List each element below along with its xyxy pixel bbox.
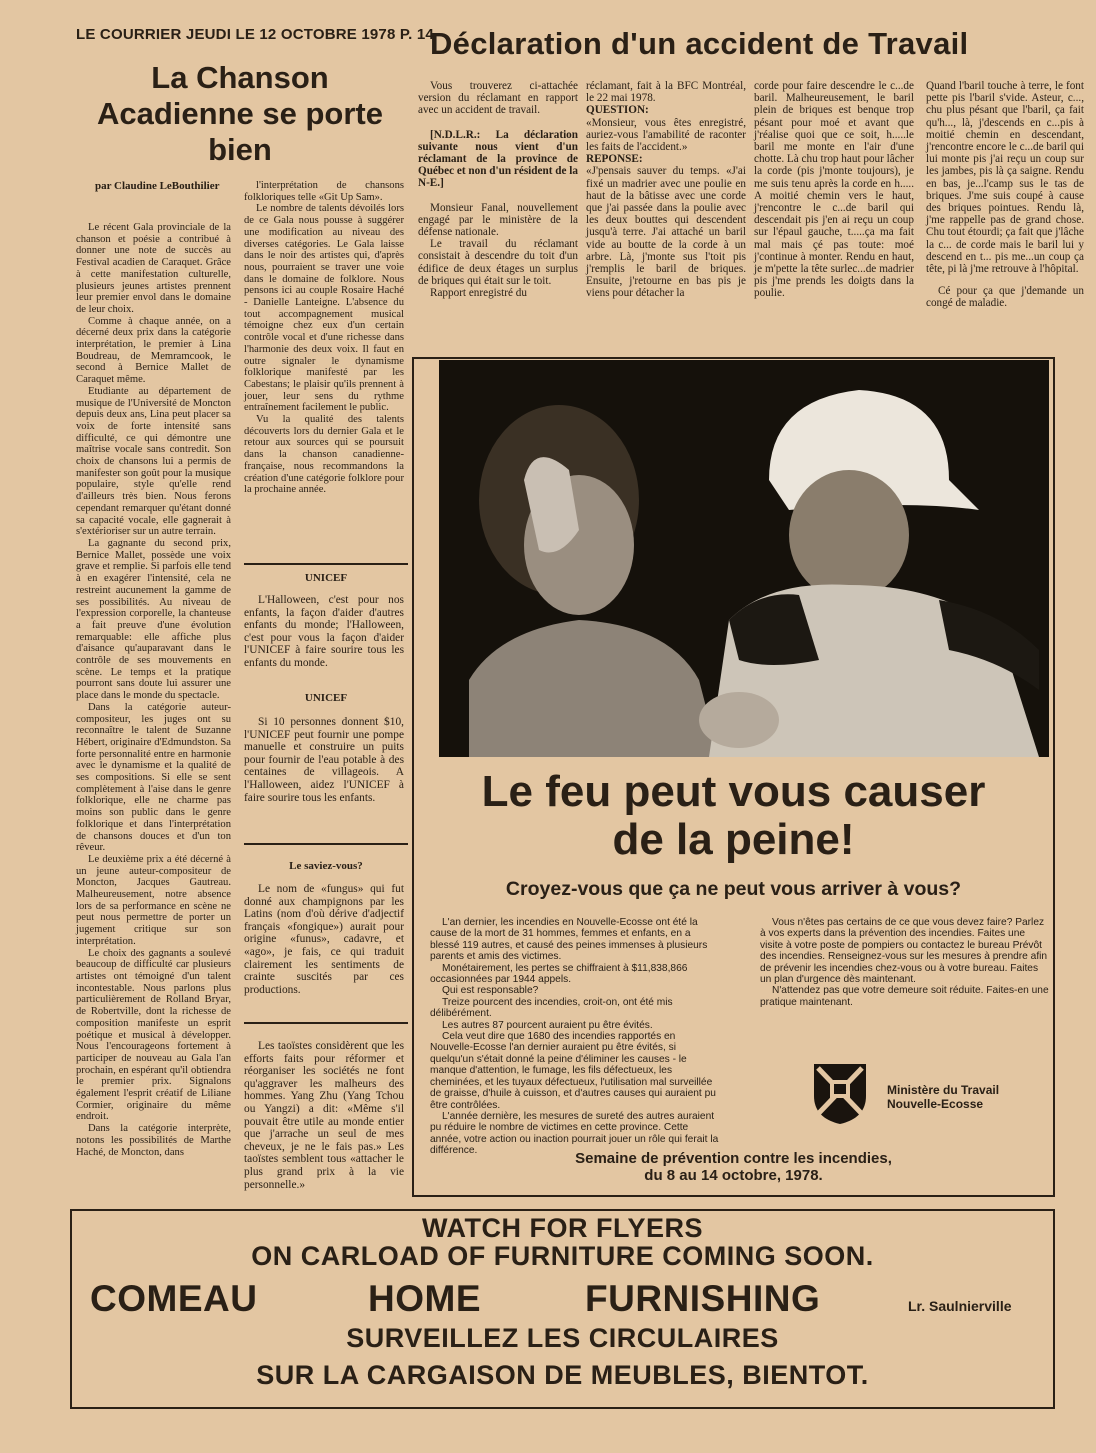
accident-column-1 bbox=[418, 80, 578, 347]
divider bbox=[244, 1022, 408, 1024]
paragraph: Etudiante au département de musique de l'Université de Moncton depuis deux ans, Lina peut placer sa voix de forte intensité sans difficulté, ce qui démontre une maîtrise vocale sans contredit. Son choix de chansons lui a permis de manifester son goût pour la musique populaire, style qu'elle rend d'ailleurs très bien. Nous ferons cependant remarquer qu'étant donné sa capacité vocale, elle gagnerait à s'extérioriser sur un autre terrain. bbox=[76, 385, 231, 538]
paragraph: Cé pour ça que j'demande un congé de maladie. bbox=[926, 285, 1084, 310]
unicef-title-2: UNICEF bbox=[304, 692, 348, 704]
paragraph: Treize pourcent des incendies, croit-on, ont été mis délibérément. bbox=[430, 996, 673, 1020]
paragraph: «Monsieur, vous êtes enregistré, auriez-vous l'amabilité de raconter les faits de l'accident.» bbox=[586, 116, 746, 154]
paragraph: L'Halloween, c'est pour nos enfants, la façon d'aider d'autres enfants du monde; l'Halloween, c'est pour vous la façon d'aider l'UNICEF à faire sourire tous les enfants du monde. bbox=[244, 594, 404, 669]
paragraph: La gagnante du second prix, Bernice Mallet, possède une voix grave et remplie. Si parfois elle tend à en exagérer l'intensité, cela ne restreint aucunement la gamme de ses possibilités. Au niveau de l'expression corporelle, la chanteuse a fait preuve d'une évolution remarquable: elle affiche plus d'aisance qu'auparavant dans le contrôle de ses mouvements en scène. Le temps et la pratique pourront sans doute lui assurer une place dans le monde du spectacle. bbox=[76, 537, 231, 702]
unicef-box-2 bbox=[244, 716, 404, 828]
chanson-column-1 bbox=[76, 222, 231, 1197]
ministere-label bbox=[887, 1083, 999, 1111]
paragraph: Vous trouverez ci-attachée version du réclamant en rapport avec un accident de travail. bbox=[418, 80, 578, 117]
ad-line-4: SURVEILLEZ LES CIRCULAIRES bbox=[346, 1323, 779, 1353]
fire-subheadline: Croyez-vous que ça ne peut vous arriver à vous? bbox=[505, 878, 962, 900]
fire-text-right bbox=[760, 917, 1050, 1017]
ministere-line: Nouvelle-Ecosse bbox=[887, 1097, 984, 1111]
paragraph: Cela veut dire que 1680 des incendies rapportés en Nouvelle-Ecosse l'an dernier auraient pu être évités, si quelqu'un s'était donné la peine d'éliminer les causes - le manque d'attention, le fumage, les fils défectueux, les cheminées, et les tuyaux défectueux, l'utilisation mal surveillée de graisse, d'huile à cuisson, et d'autres causes qui auraient pu être contrôlées. bbox=[430, 1031, 716, 1111]
photo-illustration bbox=[439, 360, 1049, 757]
prevention-week-line: du 8 au 14 octobre, 1978. bbox=[644, 1167, 823, 1184]
paragraph: Comme à chaque année, on a décerné deux prix dans la catégorie interprétation, le premier à Lina Boudreau, de Memramcook, le second à Bernice Mallet de Caraquet même. bbox=[76, 315, 231, 386]
paragraph: Si 10 personnes donnent $10, l'UNICEF peut fournir une pompe manuelle et construire un puits pour fournir de l'eau potable à des centaines de villageois. A l'Halloween, aidez l'UNICEF à faire sourire tous les enfants. bbox=[244, 716, 404, 804]
ad-line-5: SUR LA CARGAISON DE MEUBLES, BIENTOT. bbox=[256, 1360, 869, 1390]
prevention-week-line: Semaine de prévention contre les incendies, bbox=[575, 1150, 892, 1167]
accident-column-4 bbox=[926, 80, 1084, 355]
paragraph: Monétairement, les pertes se chiffraient à $11,838,866 occasionnées par 1944 appels. bbox=[430, 962, 688, 986]
divider bbox=[244, 563, 408, 565]
paragraph: Dans la catégorie auteur-compositeur, les juges ont su reconnaître le talent de Suzanne Hébert, originaire d'Edmundston. Sa forte personnalité entre en harmonie avec le dynamisme et la qualité de ses compositions. Si elle se sent complètement à l'aise dans le genre folklorique, elle ne charme pas moins son public dans le genre folklorique et dans l'interprétation de chansons douces et d'un ton rêveur. bbox=[76, 701, 231, 854]
response-label: REPONSE: bbox=[586, 153, 643, 166]
paragraph: N'attendez pas que votre demeure soit réduite. Faites-en une pratique maintenant. bbox=[760, 985, 1049, 1008]
paragraph: Qui est responsable? bbox=[442, 985, 539, 997]
divider bbox=[244, 843, 408, 845]
fire-headline-line: Le feu peut vous causer bbox=[481, 767, 986, 816]
ad-location: Lr. Saulnierville bbox=[908, 1298, 1012, 1314]
saviez-box bbox=[244, 883, 404, 1008]
fire-text-left bbox=[430, 917, 720, 1157]
paragraph: réclamant, fait à la BFC Montréal, le 22 mai 1978. bbox=[586, 80, 746, 105]
paragraph: Les autres 87 pourcent auraient pu être évités. bbox=[442, 1019, 653, 1031]
fire-headline bbox=[412, 768, 1055, 864]
prevention-week bbox=[412, 1150, 1055, 1184]
chanson-headline-line: Acadienne se porte bbox=[97, 96, 383, 131]
paragraph: Monsieur Fanal, nouvellement engagé par le ministère de la défense nationale. bbox=[418, 201, 578, 239]
ad-name-home: HOME bbox=[368, 1278, 481, 1319]
paragraph: Vu la qualité des talents découverts lors du dernier Gala et le retour aux sources qui se poursuit dans la chanson canadienne-française, nous recommandons la création d'une catégorie folklore pour la prochaine année. bbox=[244, 414, 404, 496]
ad-line-1: WATCH FOR FLYERS bbox=[421, 1213, 703, 1243]
nova-scotia-shield-icon bbox=[812, 1062, 868, 1126]
question-label: QUESTION: bbox=[586, 104, 649, 117]
paragraph: Vous n'êtes pas certains de ce que vous devez faire? Parlez à vos experts dans la prévention des incendies. Faites une visite à votre poste de pompiers ou contactez le bureau Prévôt des incendies. Renseignez-vous sur les mesures à prendre afin de prévenir les incendies chez-vous ou à votre bureau. Faites un plan d'urgence dès maintenant. bbox=[760, 917, 1048, 986]
chanson-byline: par Claudine LeBouthilier bbox=[95, 180, 220, 192]
paragraph: Dans la catégorie interprète, notons les possibilités de Marthe Haché, de Moncton, dans bbox=[76, 1123, 231, 1158]
taoistes-box bbox=[244, 1040, 404, 1200]
paragraph: Le choix des gagnants a soulevé beaucoup de difficulté car plusieurs artistes ont témoigné d'un talent incontestable. Nous parlons plus particulièrement de Rolland Bryar, de Robertville, dont la richesse de composition manifeste un esprit poétique et musical à développer. Nous l'encourageons fortement à participer de nouveau au Gala l'an prochain, en espérant qu'il obtiendra le premier prix. Signalons également l'esprit créatif de Liliane Cormier, originaire du même endroit. bbox=[76, 947, 231, 1123]
ad-name-furnishing: FURNISHING bbox=[585, 1278, 821, 1319]
ad-line-2: ON CARLOAD OF FURNITURE COMING SOON. bbox=[251, 1241, 874, 1271]
saviez-title: Le saviez-vous? bbox=[289, 860, 363, 872]
paragraph: Quand l'baril touche à terre, le font pette pis l'baril s'vide. Asteur, c..., chu plus pésant que l'baril, ça fait qu'h..., là, j'descends en c...pis à moitié chemin en descendant, j'rencontre encore le c...de baril qui lui monte pis j'ai reçu un coup sur les jambes, pis là ça saigne. Rendu en bas, je...l'camp sus le tas de briques. J'me suis coupé à cause des briques pointues. Rendu là, j'me rappelle pas de grand chose. Chu tout étourdi; ça fait que j'lâche la c... de corde mais le baril lui y descend en t... pis me...un coup ça tête, pi là j'me retrouve à l'hôpital. bbox=[926, 80, 1084, 276]
accident-column-3 bbox=[754, 80, 914, 347]
ad-photo bbox=[439, 360, 1049, 757]
paragraph: «J'pensais sauver du temps. «J'ai fixé un madrier avec une poulie en haut de la bâtisse avec une corde que j'ai passée dans la poulie avec les deux bouttes qui descendent jusqu'à terre. J'ai attaché un baril vide au boutte de la corde à un arbre. Là, j'monte sus l'toit pis j'remplis le baril de briques. Ensuite, j'retourne en bas pis je viens pour détacher la bbox=[586, 165, 746, 300]
paragraph: Le nombre de talents dévoilés lors de ce Gala nous pousse à suggérer une modification au niveau des diverses catégories. Le Gala laisse dans le noir des artistes qui, d'après nous, pourraient se traver une voie dans le domaine de folklore. Nous pensons ici au couple Rosaire Haché - Danielle Lanteigne. L'absence du tout accompagnement musical témoigne chez eux d'un certain contrôle vocal et d'une richesse dans l'harmonie des deux voix. Il faut en outre signaler le dynamisme folklorique manifesté par les Cabestans; le plaisir qu'ils prennent à jouer, leur sens du rythme entraînement facilement le public. bbox=[244, 203, 404, 414]
paragraph: l'interprétation de chansons folkloriques telle «Git Up Sam». bbox=[244, 180, 404, 203]
unicef-box-1 bbox=[244, 594, 404, 684]
chanson-headline bbox=[80, 60, 400, 168]
chanson-column-2 bbox=[244, 180, 404, 560]
ministere-line: Ministère du Travail bbox=[887, 1083, 1000, 1097]
paragraph: Le nom de «fungus» qui fut donné aux champignons par les Latins (nom d'où dérive d'adjectif français «fongique») aurait pour origine «funus», cadavre, et «ago», je fais, ce qui traduit clairement les sentiments de crainte suscités par ces productions. bbox=[244, 883, 404, 996]
paragraph: L'année dernière, les mesures de sureté des autres auraient pu réduire le nombre de victimes en cette province. Cette année, votre action ou inaction pourrait jouer un rôle qui ferait la différence. bbox=[430, 1110, 719, 1157]
ad-name-comeau: COMEAU bbox=[90, 1278, 258, 1319]
chanson-headline-line: La Chanson bbox=[151, 60, 329, 95]
paragraph: Les taoïstes considèrent que les efforts faits pour réformer et réorganiser les sociétés ne font qu'aggraver les malheurs des hommes. Yang Zhu (Yang Tchou ou Yangzi) a dit: «Même s'il pouvait être utile au monde entier que j'arrache un seul de mes cheveux, je ne le fais pas.» Les taoïstes semblent tous «attacher le plus grand prix à la vie personnelle.» bbox=[244, 1040, 404, 1191]
paragraph: L'an dernier, les incendies en Nouvelle-Ecosse ont été la cause de la mort de 31 hommes, femmes et enfants, en a blessé 119 autres, et causé des peines immenses à plusieurs parents et amis des victimes. bbox=[430, 917, 708, 963]
paragraph: Rapport enregistré du bbox=[430, 287, 527, 300]
newspaper-header: LE COURRIER JEUDI LE 12 OCTOBRE 1978 P. 14 bbox=[76, 26, 434, 43]
paragraph: Le récent Gala provinciale de la chanson et poésie a contribué à donner une note de succès au Festival acadien de Caraquet. Grâce à cette manifestation culturelle, plusieurs jeunes artistes prennent leur premier envol dans le domaine de leur choix. bbox=[76, 222, 231, 315]
ndlr-note: [N.D.L.R.: La déclaration suivante nous vient d'un réclamant de la province de Québec et non d'un résident de la N-E.] bbox=[418, 128, 578, 190]
paragraph: corde pour faire descendre le c...de baril. Malheureusement, le baril plein de briques est benque trop pésant pour moé et avant que j'réalise quoi que ce soit, h.....le baril me monte en l'air d'une chotte. Là chu trop haut pour lâcher la corde (pis j'monte toujours), je me suis tenu après la corde en h..... A moitié chemin vers le haut, j'rencontre le c...de baril qui descendait pis j'en ai reçu un coup sur l'épaul gauche, t.....ça ma fait mal mais çé pas toute: moé j'continue à monter. Rendu en haut, je m'pette la tête surlec...de madrier pis j'me prends les doigts dans la poulie. bbox=[754, 80, 914, 300]
fire-headline-line: de la peine! bbox=[612, 815, 855, 864]
accident-headline: Déclaration d'un accident de Travail bbox=[430, 26, 969, 61]
paragraph: Le deuxième prix a été décerné à un jeune auteur-compositeur de Moncton, Jacques Gautreau. Malheureusement, notre absence lors de sa performance en scène ne peut nous permettre de porter un jugement critique sur son interprétation. bbox=[76, 853, 231, 947]
chanson-headline-line: bien bbox=[208, 132, 272, 167]
unicef-title: UNICEF bbox=[304, 572, 348, 584]
accident-column-2 bbox=[586, 80, 746, 347]
paragraph: Le travail du réclamant consistait à descendre du toit d'un édifice de deux étages un surplus de briques qui était sur le toit. bbox=[418, 238, 578, 287]
